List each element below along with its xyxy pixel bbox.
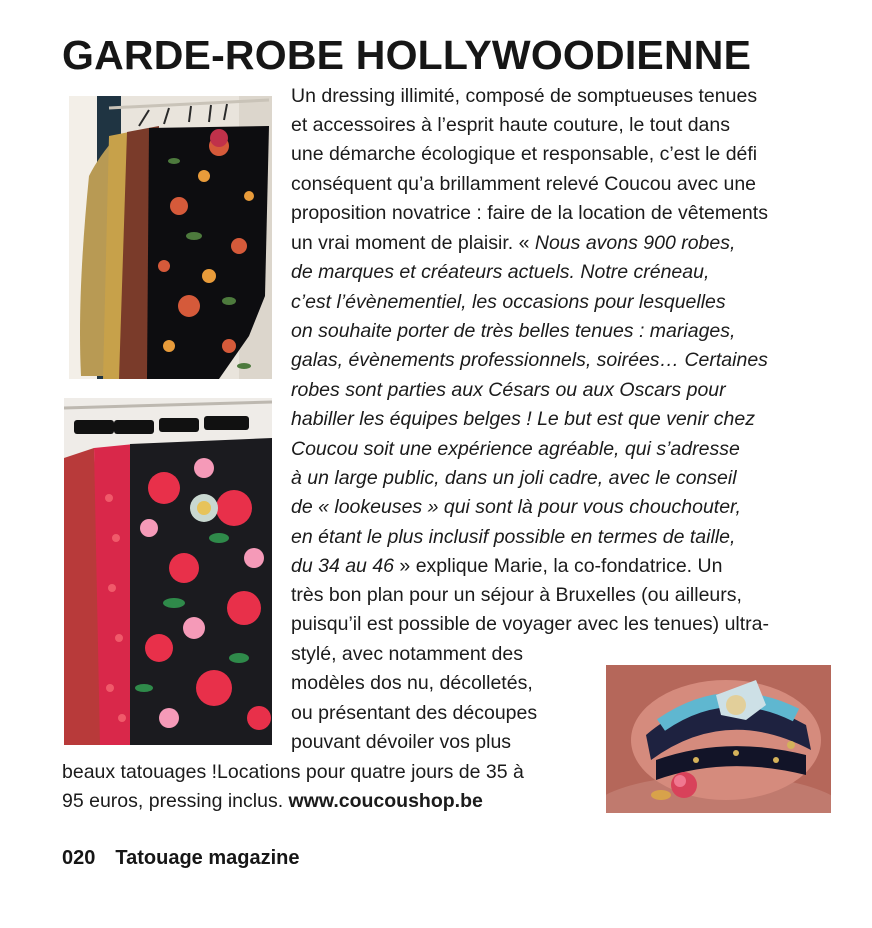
body-line-5: proposition novatrice : faire de la location de vêtements — [291, 202, 768, 224]
body-line-2: et accessoires à l’esprit haute couture, le tout dans — [291, 114, 730, 136]
website-link[interactable]: www.coucoushop.be — [288, 790, 483, 812]
magazine-name: Tatouage magazine — [115, 847, 300, 869]
body-line-11 — [291, 378, 726, 402]
body-line-1: Un dressing illimité, composé de somptueuses tenues — [291, 85, 758, 107]
page-footer — [62, 847, 300, 870]
body-line-23: pouvant dévoiler vos plus — [291, 731, 512, 753]
body-line-16-quote: en étant le plus inclusif possible en termes de taille, — [291, 526, 736, 548]
page-number: 020 — [62, 847, 96, 869]
body-line-22: ou présentant des découpes — [291, 702, 538, 724]
floral-dress-rack-photo — [64, 398, 272, 745]
body-line-9-quote: on souhaite porter de très belles tenues : mariages, — [291, 320, 736, 342]
body-line-7 — [291, 260, 709, 284]
body-line-24: beaux tatouages !Locations pour quatre jours de 35 à — [62, 761, 524, 783]
body-line-17-plain: » explique Marie, la co-fondatrice. Un — [394, 555, 723, 577]
body-line-9 — [291, 319, 735, 343]
headbands-photo — [606, 665, 831, 813]
headbands-image — [606, 665, 831, 813]
body-line-25 — [62, 789, 483, 813]
body-line-10 — [291, 348, 768, 372]
body-line-21: modèles dos nu, décolletés, — [291, 672, 533, 694]
body-line-7-quote: de marques et créateurs actuels. Notre créneau, — [291, 261, 710, 283]
floral-dress-image — [64, 398, 272, 745]
body-line-10-quote: galas, évènements professionnels, soirées… Certaines — [291, 349, 768, 371]
body-line-6-plain: un vrai moment de plaisir. « — [291, 232, 535, 254]
body-line-20: stylé, avec notamment des — [291, 643, 523, 665]
body-line-12-quote: habiller les équipes belges ! Le but est que venir chez — [291, 408, 755, 430]
body-line-3: une démarche écologique et responsable, c’est le défi — [291, 143, 758, 165]
body-line-18: très bon plan pour un séjour à Bruxelles (ou ailleurs, — [291, 584, 742, 606]
body-line-17-quote: du 34 au 46 — [291, 555, 395, 577]
body-line-25-plain: 95 euros, pressing inclus. — [62, 790, 289, 812]
body-line-13-quote: Coucou soit une expérience agréable, qui s’adresse — [291, 438, 740, 460]
dress-rack-photo — [69, 96, 272, 379]
body-line-15-quote: de « lookeuses » qui sont là pour vous chouchouter, — [291, 496, 741, 518]
body-line-6 — [291, 231, 735, 255]
dress-rack-image — [69, 96, 272, 379]
body-line-14-quote: à un large public, dans un joli cadre, avec le conseil — [291, 467, 737, 489]
body-line-4: conséquent qu’a brillamment relevé Coucou avec une — [291, 173, 757, 195]
body-line-6-quote: Nous avons 900 robes, — [534, 232, 736, 254]
body-line-16 — [291, 525, 735, 549]
body-line-8-quote: c’est l’évènementiel, les occasions pour lesquelles — [291, 291, 726, 313]
body-line-8 — [291, 290, 726, 314]
body-line-14 — [291, 466, 737, 490]
body-line-15 — [291, 495, 741, 519]
body-line-11-quote: robes sont parties aux Césars ou aux Oscars pour — [291, 379, 726, 401]
body-line-19: puisqu’il est possible de voyager avec les tenues) ultra- — [291, 613, 770, 635]
body-line-13 — [291, 437, 740, 461]
body-line-17 — [291, 554, 722, 578]
body-line-12 — [291, 407, 755, 431]
article-title: GARDE-ROBE HOLLYWOODIENNE — [62, 32, 752, 78]
